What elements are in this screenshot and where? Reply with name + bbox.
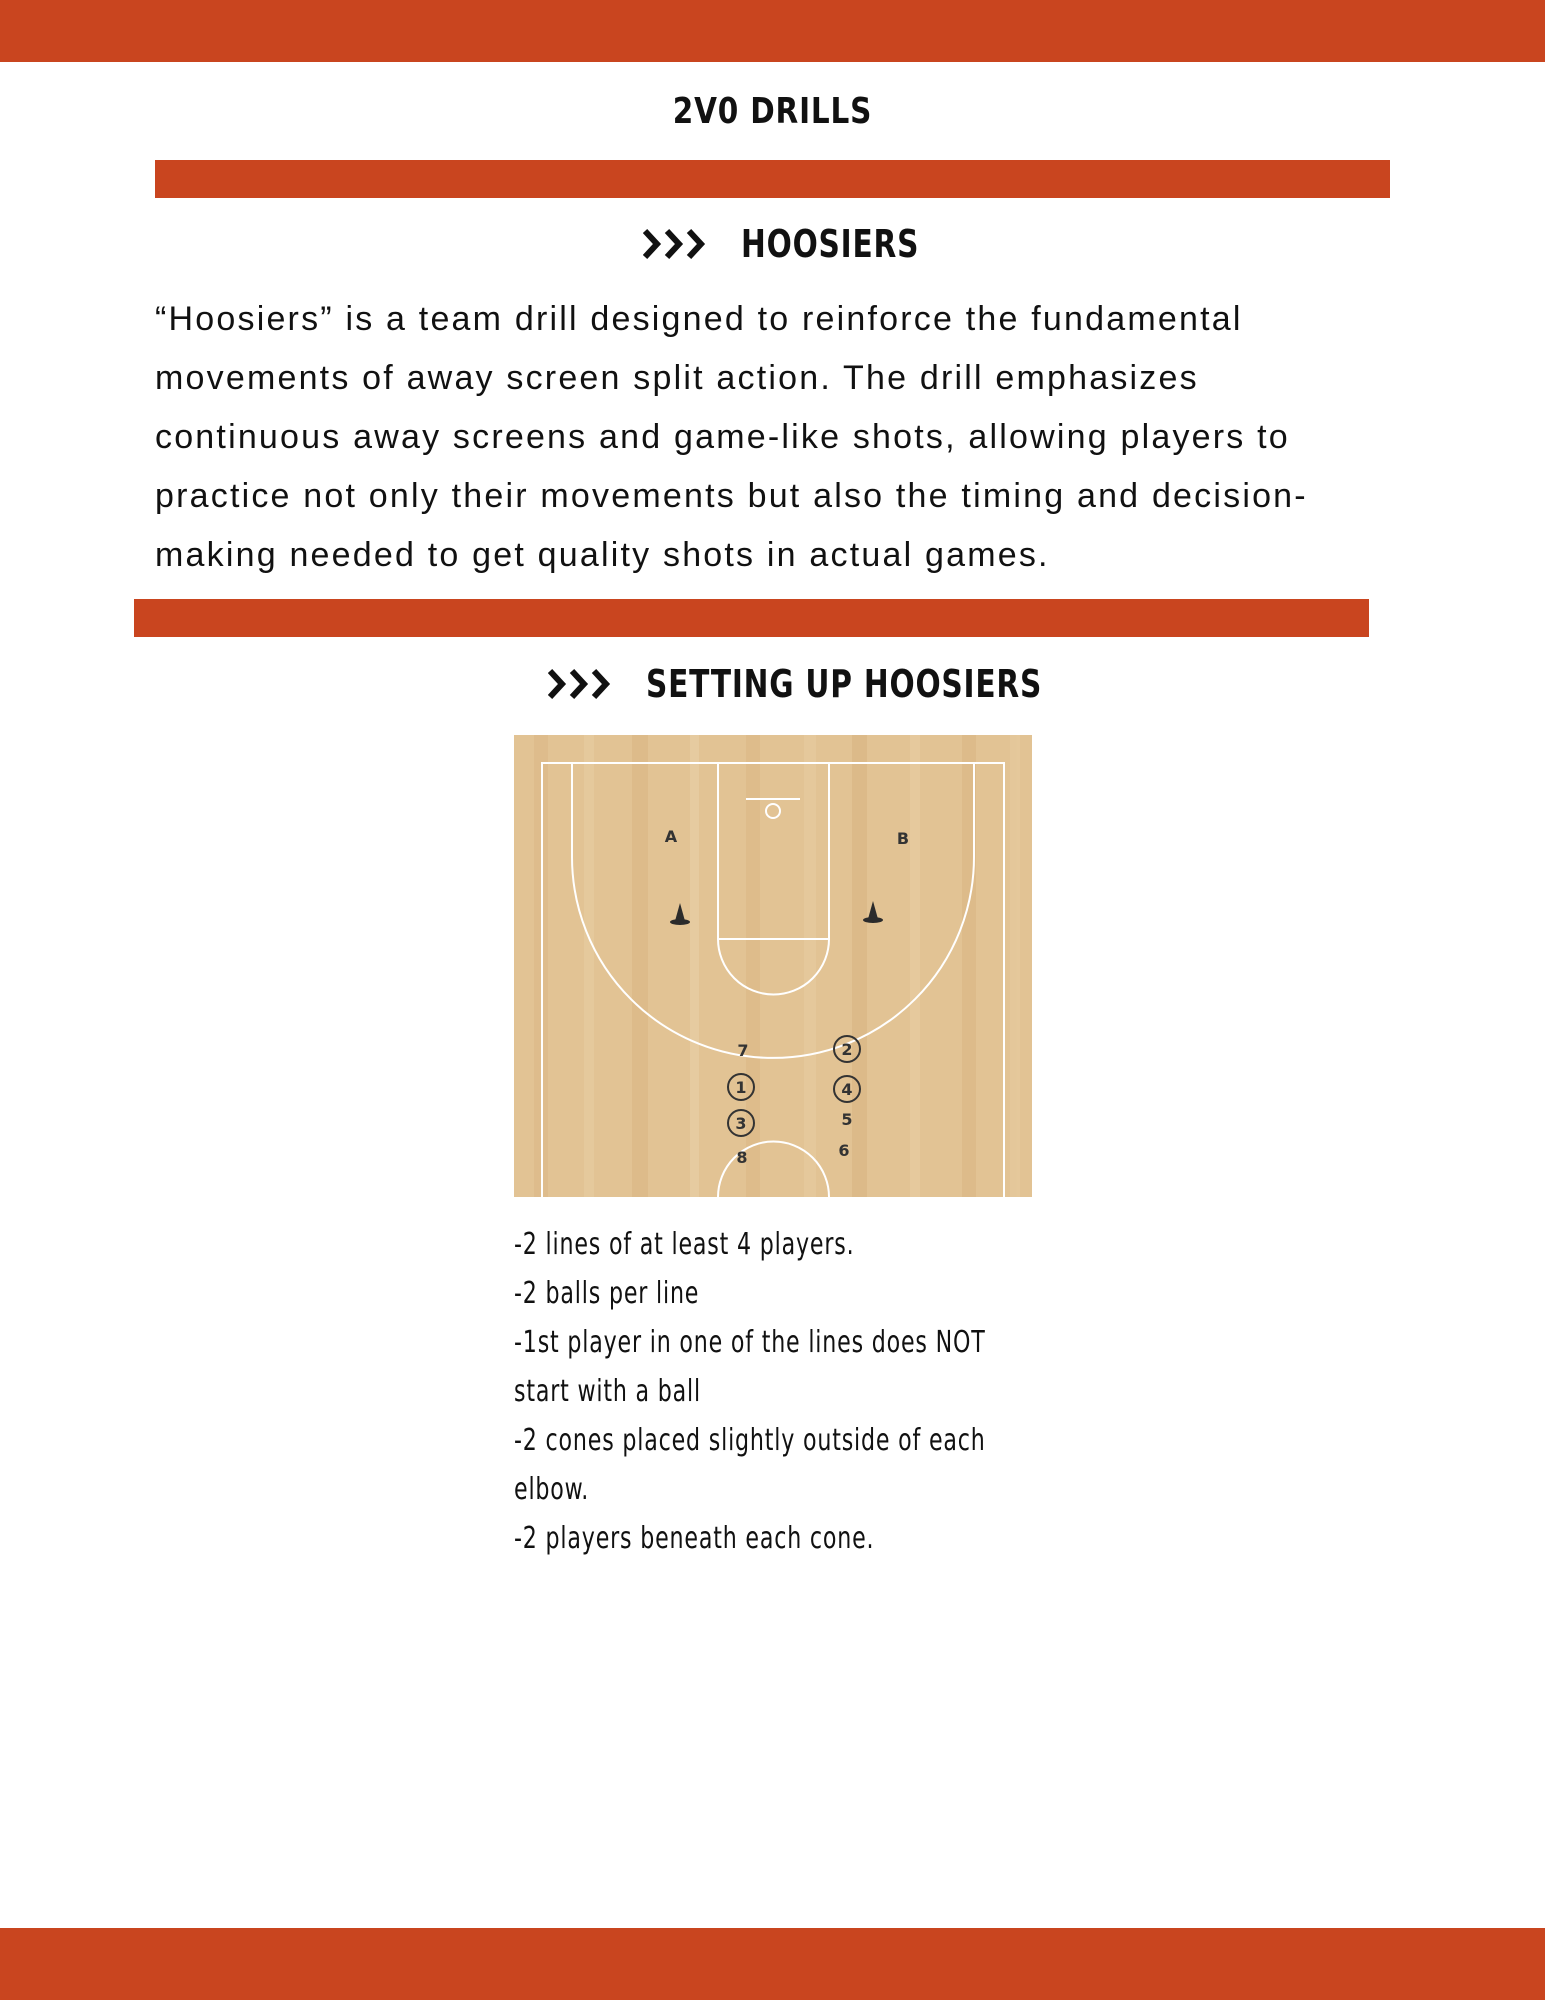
paragraph-line: continuous away screens and game-like shots, allowing players to	[155, 418, 1290, 456]
setup-line: -2 players beneath each cone.	[514, 1521, 875, 1556]
section-divider	[155, 160, 1390, 198]
triple-chevron-icon	[643, 227, 711, 261]
player-4: 4	[841, 1080, 853, 1099]
paragraph-line: “Hoosiers” is a team drill designed to reinforce the fundamental	[155, 300, 1243, 338]
bottom-band	[0, 1928, 1545, 2000]
top-band	[0, 0, 1545, 62]
spot-label-b: B	[896, 829, 910, 848]
page-title: 2V0 DRILLS	[672, 91, 873, 132]
court-diagram	[514, 735, 1032, 1197]
player-1: 1	[735, 1078, 747, 1097]
setup-line: start with a ball	[514, 1374, 701, 1409]
player-6: 6	[838, 1141, 850, 1160]
player-8: 8	[736, 1148, 748, 1167]
player-2: 2	[841, 1040, 853, 1059]
setup-line: elbow.	[514, 1472, 590, 1507]
spot-label-a: A	[664, 827, 678, 846]
paragraph-line: movements of away screen split action. The drill emphasizes	[155, 359, 1199, 397]
player-5: 5	[841, 1110, 853, 1129]
section-heading-setup	[548, 656, 1154, 712]
player-7: 7	[737, 1041, 749, 1060]
setup-list	[514, 1220, 1074, 1563]
intro-paragraph	[155, 290, 1390, 585]
player-3: 3	[735, 1114, 747, 1133]
section-heading-text: SETTING UP HOOSIERS	[646, 662, 1043, 706]
setup-line: -2 cones placed slightly outside of each	[514, 1423, 986, 1458]
setup-line: -1st player in one of the lines does NOT	[514, 1325, 986, 1360]
section-heading-hoosiers	[643, 216, 970, 272]
triple-chevron-icon	[548, 667, 616, 701]
setup-line: -2 balls per line	[514, 1276, 700, 1311]
section-heading-text: HOOSIERS	[741, 222, 920, 266]
paragraph-line: practice not only their movements but also the timing and decision-	[155, 477, 1308, 515]
paragraph-line: making needed to get quality shots in actual games.	[155, 536, 1050, 574]
section-divider	[134, 599, 1369, 637]
setup-line: -2 lines of at least 4 players.	[514, 1227, 855, 1262]
